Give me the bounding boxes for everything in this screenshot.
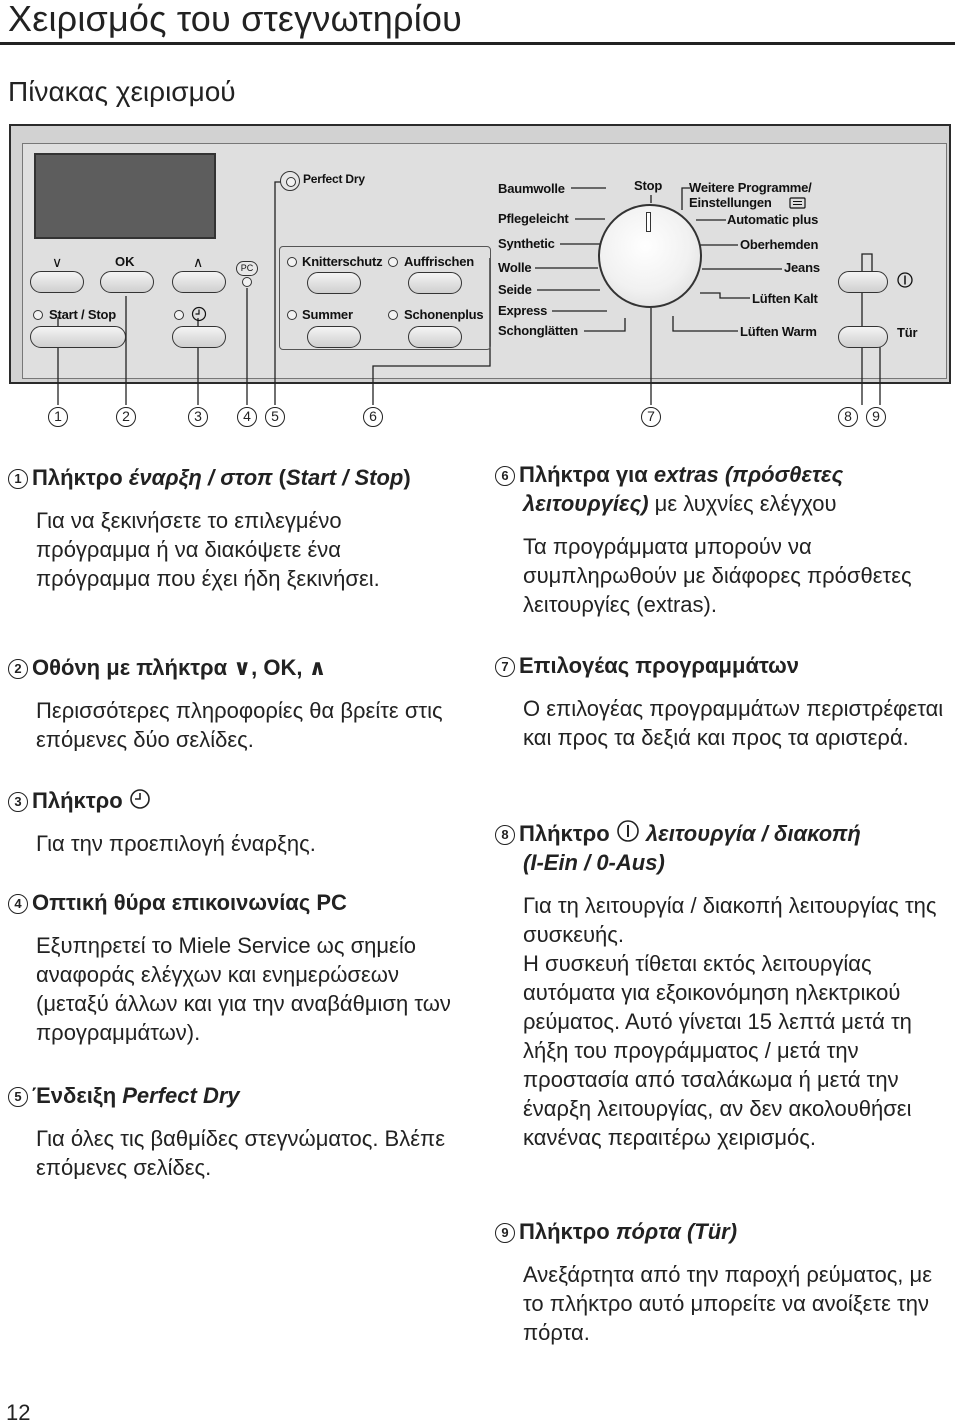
item-2-text: Περισσότερες πληροφορίες θα βρείτε στις επόμενες δύο σελίδες. [36,698,443,752]
item-1 [8,463,458,593]
program-weitere-line2: Einstellungen [689,195,772,210]
door-button[interactable] [838,326,888,348]
item-8-text-2: Η συσκευή τίθεται εκτός λειτουργίας αυτόματα για εξοικονόμηση ηλεκτρικού ρεύματος. Αυτό γίνεται 15 λεπτά μετά τη λήξη του προγράμματος / μετά την προστασία από τσαλάκωμα ή μετά την έναρξη λειτουργίας, αν δεν ακολουθήσει κανένας περαιτέρω χειρισμός. [523,951,912,1150]
pc-port-badge: PC [236,261,258,276]
ok-label: OK [115,254,135,269]
schonenplus-button[interactable] [408,326,462,348]
item-4-title: 4 Οπτική θύρα επικοινωνίας PC [36,888,458,917]
schonenplus-label: Schonenplus [404,307,484,322]
auffrischen-button[interactable] [408,272,462,294]
program-jeans: Jeans [784,260,820,275]
program-weitere-line1: Weitere Programme/ [689,180,812,195]
item-5-number: 5 [8,1087,28,1107]
program-lueften-warm: Lüften Warm [740,324,817,339]
item-2-number: 2 [8,659,28,679]
program-wolle: Wolle [498,260,532,275]
perfect-dry-lamp [286,177,296,187]
power-icon [616,819,640,843]
program-selector-marker [646,212,651,232]
callout-2: 2 [116,407,136,427]
start-stop-lamp [33,310,43,320]
program-pflegeleicht: Pflegeleicht [498,211,569,226]
item-1-number: 1 [8,469,28,489]
power-icon [896,271,914,289]
delay-start-lamp [174,310,184,320]
item-8-text-1: Για τη λειτουργία / διακοπή λειτουργίας της συσκευής. [523,893,937,947]
ok-button[interactable] [100,271,154,293]
item-2 [8,653,458,754]
item-9 [495,1217,950,1347]
item-6-number: 6 [495,466,515,486]
up-button[interactable] [172,271,226,293]
callout-6: 6 [363,407,383,427]
item-7-title: 7 Επιλογέας προγραμμάτων [523,651,950,680]
pc-optical-port [242,277,252,287]
door-label: Tür [897,325,918,340]
item-6-title: 6 Πλήκτρα για extras (πρόσθετες λειτουργίες) με λυχνίες ελέγχου [523,460,950,518]
up-arrow-label: ∧ [193,254,204,270]
on-off-button[interactable] [838,271,888,293]
summer-label: Summer [302,307,353,322]
program-lueften-kalt: Lüften Kalt [752,291,818,306]
callout-8: 8 [838,407,858,427]
item-1-title: 1 Πλήκτρο έναρξη / στοπ (Start / Stop) [36,463,458,492]
callout-1: 1 [48,407,68,427]
clock-icon [191,306,207,322]
section-title: Χειρισμός του στεγνωτηρίου [8,0,463,39]
down-button[interactable] [30,271,84,293]
start-stop-label: Start / Stop [49,307,116,322]
summer-button[interactable] [307,326,361,348]
program-seide: Seide [498,282,532,297]
item-4 [8,888,458,1047]
item-9-number: 9 [495,1223,515,1243]
item-5-title: 5 Ένδειξη Perfect Dry [36,1081,458,1110]
clock-icon [129,788,151,810]
knitterschutz-label: Knitterschutz [302,254,383,269]
page-number: 12 [6,1400,31,1425]
item-9-title: 9 Πλήκτρο πόρτα (Tür) [523,1217,950,1246]
program-schonglaetten: Schonglätten [498,323,578,338]
item-6-text: Τα προγράμματα μπορούν να συμπληρωθούν με διάφορες πρόσθετες λειτουργίες (extras). [523,534,912,617]
callout-4: 4 [237,407,257,427]
program-stop: Stop [634,178,663,193]
knitterschutz-lamp [287,257,297,267]
program-automatic-plus: Automatic plus [727,212,819,227]
start-stop-button[interactable] [30,326,126,348]
item-8-title: 8 Πλήκτρο λειτουργία / διακοπή (I-Ein / 0-Aus) [523,819,950,877]
item-7-text: Ο επιλογέας προγραμμάτων περιστρέφεται και προς τα δεξιά και προς τα αριστερά. [523,696,944,750]
item-4-number: 4 [8,894,28,914]
item-5-text: Για όλες τις βαθμίδες στεγνώματος. Βλέπε επόμενες σελίδες. [36,1126,446,1180]
down-arrow-label: ∨ [52,254,63,270]
perfect-dry-label: Perfect Dry [303,172,365,186]
item-8 [495,819,950,1152]
item-2-title: 2 Οθόνη με πλήκτρα ∨, OK, ∧ [36,653,458,682]
item-7 [495,651,950,752]
item-7-number: 7 [495,657,515,677]
delay-start-button[interactable] [172,326,226,348]
item-3 [8,786,458,858]
item-1-text: Για να ξεκινήσετε το επιλεγμένο πρόγραμμα ή να διακόψετε ένα πρόγραμμα που έχει ήδη ξεκινήσει. [36,508,380,591]
callout-5: 5 [265,407,285,427]
program-express: Express [498,303,548,318]
program-baumwolle: Baumwolle [498,181,565,196]
program-synthetic: Synthetic [498,236,555,251]
settings-list-icon [789,197,807,210]
summer-lamp [287,310,297,320]
schonenplus-lamp [388,310,398,320]
item-3-number: 3 [8,792,28,812]
callout-3: 3 [188,407,208,427]
auffrischen-lamp [388,257,398,267]
item-3-title: 3 Πλήκτρο [36,786,458,815]
auffrischen-label: Auffrischen [404,254,475,269]
item-9-text: Ανεξάρτητα από την παροχή ρεύματος, με το πλήκτρο αυτό μπορείτε να ανοίξετε την πόρτα. [523,1262,932,1345]
item-4-text: Εξυπηρετεί το Miele Service ως σημείο αναφοράς ελέγχων και ενημερώσεων (μεταξύ άλλων και για την αναβάθμιση των προγραμμάτων). [36,933,451,1045]
callout-7: 7 [641,407,661,427]
knitterschutz-button[interactable] [307,272,361,294]
item-5 [8,1081,458,1182]
item-6 [495,460,950,619]
item-8-number: 8 [495,825,515,845]
program-oberhemden: Oberhemden [740,237,819,252]
panel-title: Πίνακας χειρισμού [8,76,236,107]
item-3-text: Για την προεπιλογή έναρξης. [36,831,316,856]
callout-9: 9 [866,407,886,427]
